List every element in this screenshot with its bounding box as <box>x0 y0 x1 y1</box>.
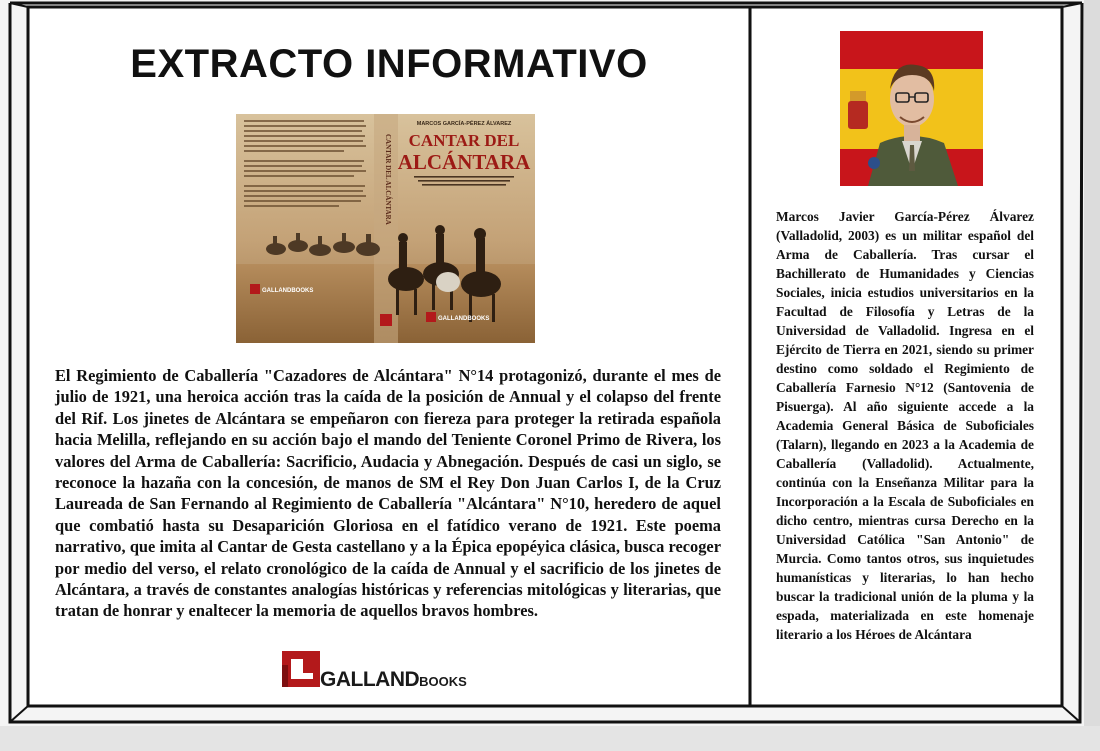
book-cover-image <box>236 114 535 343</box>
cover-title-2: ALCÁNTARA <box>397 150 531 174</box>
cover-author: MARCOS GARCÍA-PÉREZ ÁLVAREZ <box>416 121 512 127</box>
cover-publisher: GALLANDBOOKS <box>438 316 490 322</box>
svg-text:CANTAR DEL ALCÁNTARA: CANTAR DEL ALCÁNTARA <box>384 134 392 225</box>
author-bio: Marcos Javier García-Pérez Álvarez (Valladolid, 2003) es un militar español del Arma de Caballería. Tras cursar el Bachillerato de Humanidades y Ciencias Sociales, inicia estudios universitarios en la Facultad de Filosofía y Letras de la Universidad de Valladolid. Ingresa en el Ejército de Tierra en 2021, siendo su primer destino como soldado el Regimiento de Caballería Farnesio N°12 (Santovenia de Pisuerga). Al año siguiente accede a la Academia General Básica de Suboficiales (Talarn), llegando en 2023 a la Academia de Caballería (Valladolid). Actualmente, continúa con la Enseñanza Militar para la Incorporación a la Escala de Suboficiales en dicho centro, mientras cursa Derecho en la Universidad Católica "San Antonio" de Murcia. Como tantos otros, sus inquietudes humanísticas y literarias, lo han hecho buscar la tradicional unión de la pluma y la espada, materializada en este homenaje literario a los Héroes de Alcántara <box>776 209 1034 642</box>
publisher-logo-text: GALLANDBOOKS <box>320 668 467 691</box>
publisher-logo-mark <box>282 651 322 689</box>
publisher-logo <box>282 651 482 691</box>
svg-text:GALLANDBOOKS: GALLANDBOOKS <box>262 288 314 294</box>
book-summary: El Regimiento de Caballería "Cazadores de Alcántara" N°14 protagonizó, durante el mes de julio de 1921, una heroica acción tras la caída de la posición de Annual y el colapso del frente del Rif. Los jinetes de Alcántara se empeñaron con fiereza para proteger la retirada española hacia Melilla, reflejando en su acción bajo el mando del Teniente Coronel Primo de Rivera, los valores del Arma de Caballería: Sacrificio, Audacia y Abnegación. Después de casi un siglo, se reconoce la hazaña con la concesión, de manos de SM el Rey Don Juan Carlos I, de la Cruz Laureada de San Fernando al Regimiento de Caballería "Alcántara" N°10, heredero de aquel que combatió hasta su Desaparición Gloriosa en el fatídico verano de 1921. Este poema narrativo, que imita al Cantar de Gesta castellano y a la Épica epopéyica clásica, busca recoger por medio del verso, el relato cronológico de la caída de Annual y el sacrificio de los jinetes de Alcántara, a través de constantes analogías históricas y referencias mitológicas y literarias, que tratan de honrar y enaltecer la memoria de aquellos bravos hombres. <box>55 366 721 621</box>
author-photo <box>840 31 983 186</box>
cover-title-1: CANTAR DEL <box>408 131 520 150</box>
page-title: EXTRACTO INFORMATIVO <box>130 42 648 86</box>
